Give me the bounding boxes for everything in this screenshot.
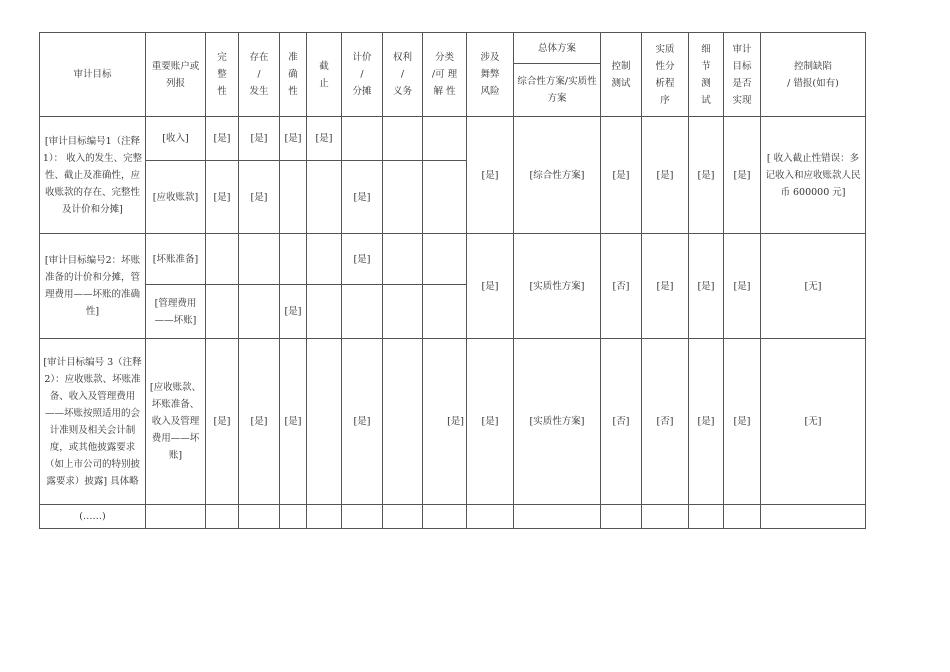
account-cell: [坏账准备]	[146, 234, 206, 285]
fraud-cell: [是]	[467, 339, 514, 505]
account-cell: [收入]	[146, 117, 206, 161]
header-classification: 分类 /可 理 解 性	[423, 33, 467, 117]
achieved-cell: [是]	[724, 117, 761, 234]
header-deficiency: 控制缺陷 / 错报(如有)	[761, 33, 866, 117]
analytical-cell: [是]	[642, 234, 689, 339]
table-row	[40, 234, 866, 285]
completeness-cell: [是]	[206, 161, 239, 234]
rights-cell	[383, 339, 423, 505]
deficiency-cell: [无]	[761, 234, 866, 339]
valuation-cell: [是]	[342, 161, 383, 234]
rights-cell	[383, 285, 423, 339]
header-completeness: 完 整 性	[206, 33, 239, 117]
classification-cell	[423, 117, 467, 161]
achieved-cell: [是]	[724, 234, 761, 339]
header-audit-goal: 审计目标	[40, 33, 146, 117]
header-goal-achieved: 审计 目标 是否 实现	[724, 33, 761, 117]
ellipsis-cell: (……)	[40, 505, 146, 529]
goal-2-text: [审计目标编号2：坏账准备的计价和分摊，管理费用——坏账的准确性]	[40, 234, 146, 339]
rights-cell	[383, 117, 423, 161]
rights-cell	[383, 161, 423, 234]
plan-cell: [综合性方案]	[514, 117, 601, 234]
header-accuracy: 准 确 性	[280, 33, 307, 117]
header-overall-sub: 综合性方案/实质性方案	[514, 64, 601, 117]
header-detail-test: 细 节 测 试	[689, 33, 724, 117]
header-cutoff: 截 止	[307, 33, 342, 117]
completeness-cell: [是]	[206, 117, 239, 161]
plan-cell: [实质性方案]	[514, 234, 601, 339]
valuation-cell	[342, 285, 383, 339]
header-existence: 存在 / 发生	[239, 33, 280, 117]
detail-cell: [是]	[689, 234, 724, 339]
existence-cell: [是]	[239, 339, 280, 505]
existence-cell: [是]	[239, 161, 280, 234]
classification-cell: [是]	[423, 339, 467, 505]
existence-cell	[239, 285, 280, 339]
existence-cell: [是]	[239, 117, 280, 161]
accuracy-cell: [是]	[280, 117, 307, 161]
cutoff-cell	[307, 285, 342, 339]
header-rights: 权利 / 义务	[383, 33, 423, 117]
account-cell: [应收账款]	[146, 161, 206, 234]
cutoff-cell	[307, 234, 342, 285]
plan-cell: [实质性方案]	[514, 339, 601, 505]
cutoff-cell	[307, 339, 342, 505]
cutoff-cell: [是]	[307, 117, 342, 161]
valuation-cell: [是]	[342, 339, 383, 505]
completeness-cell	[206, 285, 239, 339]
accuracy-cell: [是]	[280, 285, 307, 339]
table-row	[40, 117, 866, 161]
classification-cell	[423, 161, 467, 234]
table-row	[40, 505, 866, 529]
control-cell: [否]	[601, 339, 642, 505]
classification-cell	[423, 285, 467, 339]
cutoff-cell	[307, 161, 342, 234]
fraud-cell: [是]	[467, 234, 514, 339]
header-overall-plan: 总体方案	[514, 33, 601, 64]
control-cell: [是]	[601, 117, 642, 234]
completeness-cell	[206, 234, 239, 285]
analytical-cell: [是]	[642, 117, 689, 234]
analytical-cell: [否]	[642, 339, 689, 505]
audit-plan-table	[39, 32, 866, 529]
account-cell: [管理费用 ——坏账]	[146, 285, 206, 339]
deficiency-cell: [ 收入截止性错误：多记收入和应收账款人民币 600000 元]	[761, 117, 866, 234]
classification-cell	[423, 234, 467, 285]
header-control-test: 控制 测试	[601, 33, 642, 117]
accuracy-cell	[280, 234, 307, 285]
header-row-1	[40, 33, 866, 64]
deficiency-cell: [无]	[761, 339, 866, 505]
control-cell: [否]	[601, 234, 642, 339]
completeness-cell: [是]	[206, 339, 239, 505]
rights-cell	[383, 234, 423, 285]
fraud-cell: [是]	[467, 117, 514, 234]
account-cell: [应收账款、坏账准备、收入及管理费用——坏账]	[146, 339, 206, 505]
accuracy-cell	[280, 161, 307, 234]
existence-cell	[239, 234, 280, 285]
achieved-cell: [是]	[724, 339, 761, 505]
detail-cell: [是]	[689, 339, 724, 505]
goal-3-text: [审计目标编号 3（注释 2）：应收账款、坏账准备、收入及管理费用——坏账按照适用的会计准则及相关会计制度，或其他披露要求（如上市公司的特别披露要求）披露] 具体略	[40, 339, 146, 505]
valuation-cell	[342, 117, 383, 161]
table-row	[40, 339, 866, 505]
valuation-cell: [是]	[342, 234, 383, 285]
detail-cell: [是]	[689, 117, 724, 234]
header-valuation: 计价 / 分摊	[342, 33, 383, 117]
header-fraud-risk: 涉及 舞弊 风险	[467, 33, 514, 117]
accuracy-cell: [是]	[280, 339, 307, 505]
header-analytical: 实质 性分 析程 序	[642, 33, 689, 117]
header-account: 重要账户或 列报	[146, 33, 206, 117]
goal-1-text: [审计目标编号1（注释 1）： 收入的发生、完整性、截止及准确性，应收账款的存在、完整性及计价和分摊]	[40, 117, 146, 234]
